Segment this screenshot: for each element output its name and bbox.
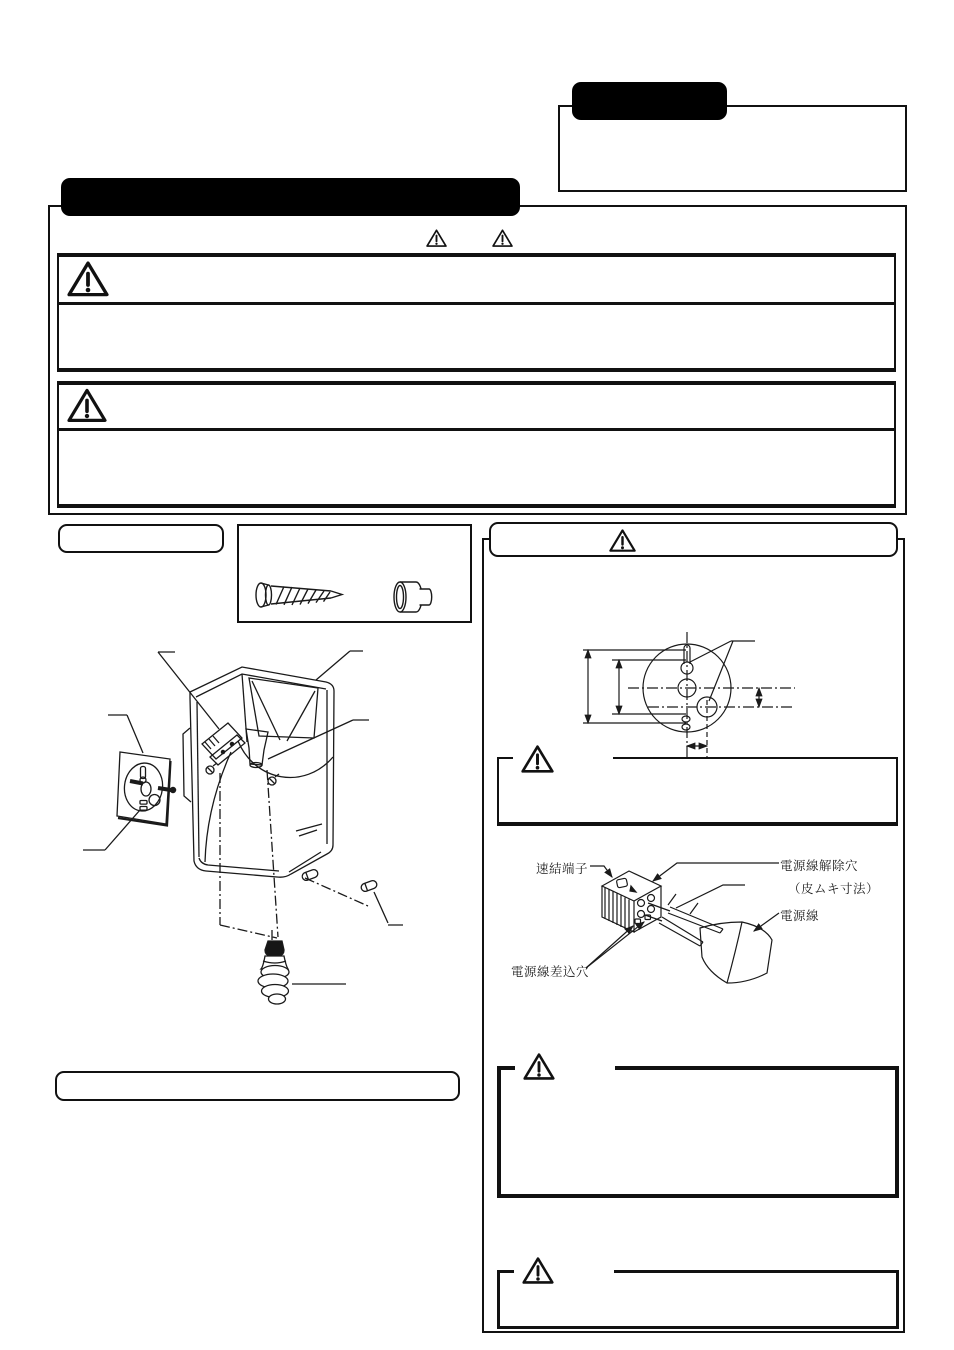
projection-lines — [220, 770, 368, 944]
label-power-line: 電源線 — [780, 908, 820, 923]
warning-triangle-icon — [67, 261, 109, 298]
screw-illustration — [256, 583, 342, 607]
spiral-bulb — [258, 941, 289, 1004]
mounting-screw — [301, 869, 319, 882]
warning-box-2 — [57, 381, 896, 508]
lamp-housing — [183, 667, 334, 877]
included-parts-box — [237, 524, 472, 623]
leader-lines — [83, 651, 403, 984]
caution-note-3 — [497, 1270, 899, 1329]
quick-connect-terminal — [602, 871, 661, 932]
top-right-badge — [572, 82, 727, 120]
right-column-header — [489, 522, 898, 557]
section-title-bar — [61, 178, 520, 216]
warning-triangle-icon — [67, 388, 107, 424]
exploded-assembly-diagram — [60, 630, 480, 1060]
caution-note-1 — [497, 757, 898, 826]
small-hole — [682, 724, 690, 730]
label-insert-hole: 電源線差込穴 — [511, 964, 590, 979]
label-release-hole: 電源線解除穴 — [780, 858, 859, 873]
warning-box-1 — [57, 253, 896, 372]
mounting-screw — [360, 880, 378, 893]
power-wires — [645, 903, 723, 946]
warning-triangle-icon — [426, 229, 447, 248]
caution-note-2 — [497, 1066, 899, 1198]
warning-triangle-icon — [521, 745, 554, 774]
cap-illustration — [394, 582, 432, 612]
reflector-stem — [246, 729, 268, 768]
warning-triangle-icon — [522, 1257, 554, 1285]
warning-triangle-icon — [523, 1053, 555, 1081]
label-strip-length: （皮ムキ寸法） — [788, 881, 880, 896]
power-cable — [700, 922, 772, 983]
small-hole — [682, 716, 690, 722]
wall-mount-plate — [117, 752, 176, 826]
left-column-label-box — [58, 524, 224, 553]
warning-triangle-icon — [492, 229, 513, 248]
warning-box-1-header — [59, 257, 894, 305]
lamp-socket — [202, 723, 245, 765]
mounting-hole-diagram — [550, 622, 910, 762]
warning-box-2-header — [59, 385, 894, 431]
hole-leader-lines — [690, 641, 755, 701]
dimension-lines — [583, 650, 759, 746]
parts-illustration — [239, 526, 470, 621]
label-quick-terminal: 速結端子 — [536, 861, 589, 876]
warning-triangle-icon — [609, 529, 636, 553]
left-column-bottom-label-box — [55, 1071, 460, 1101]
